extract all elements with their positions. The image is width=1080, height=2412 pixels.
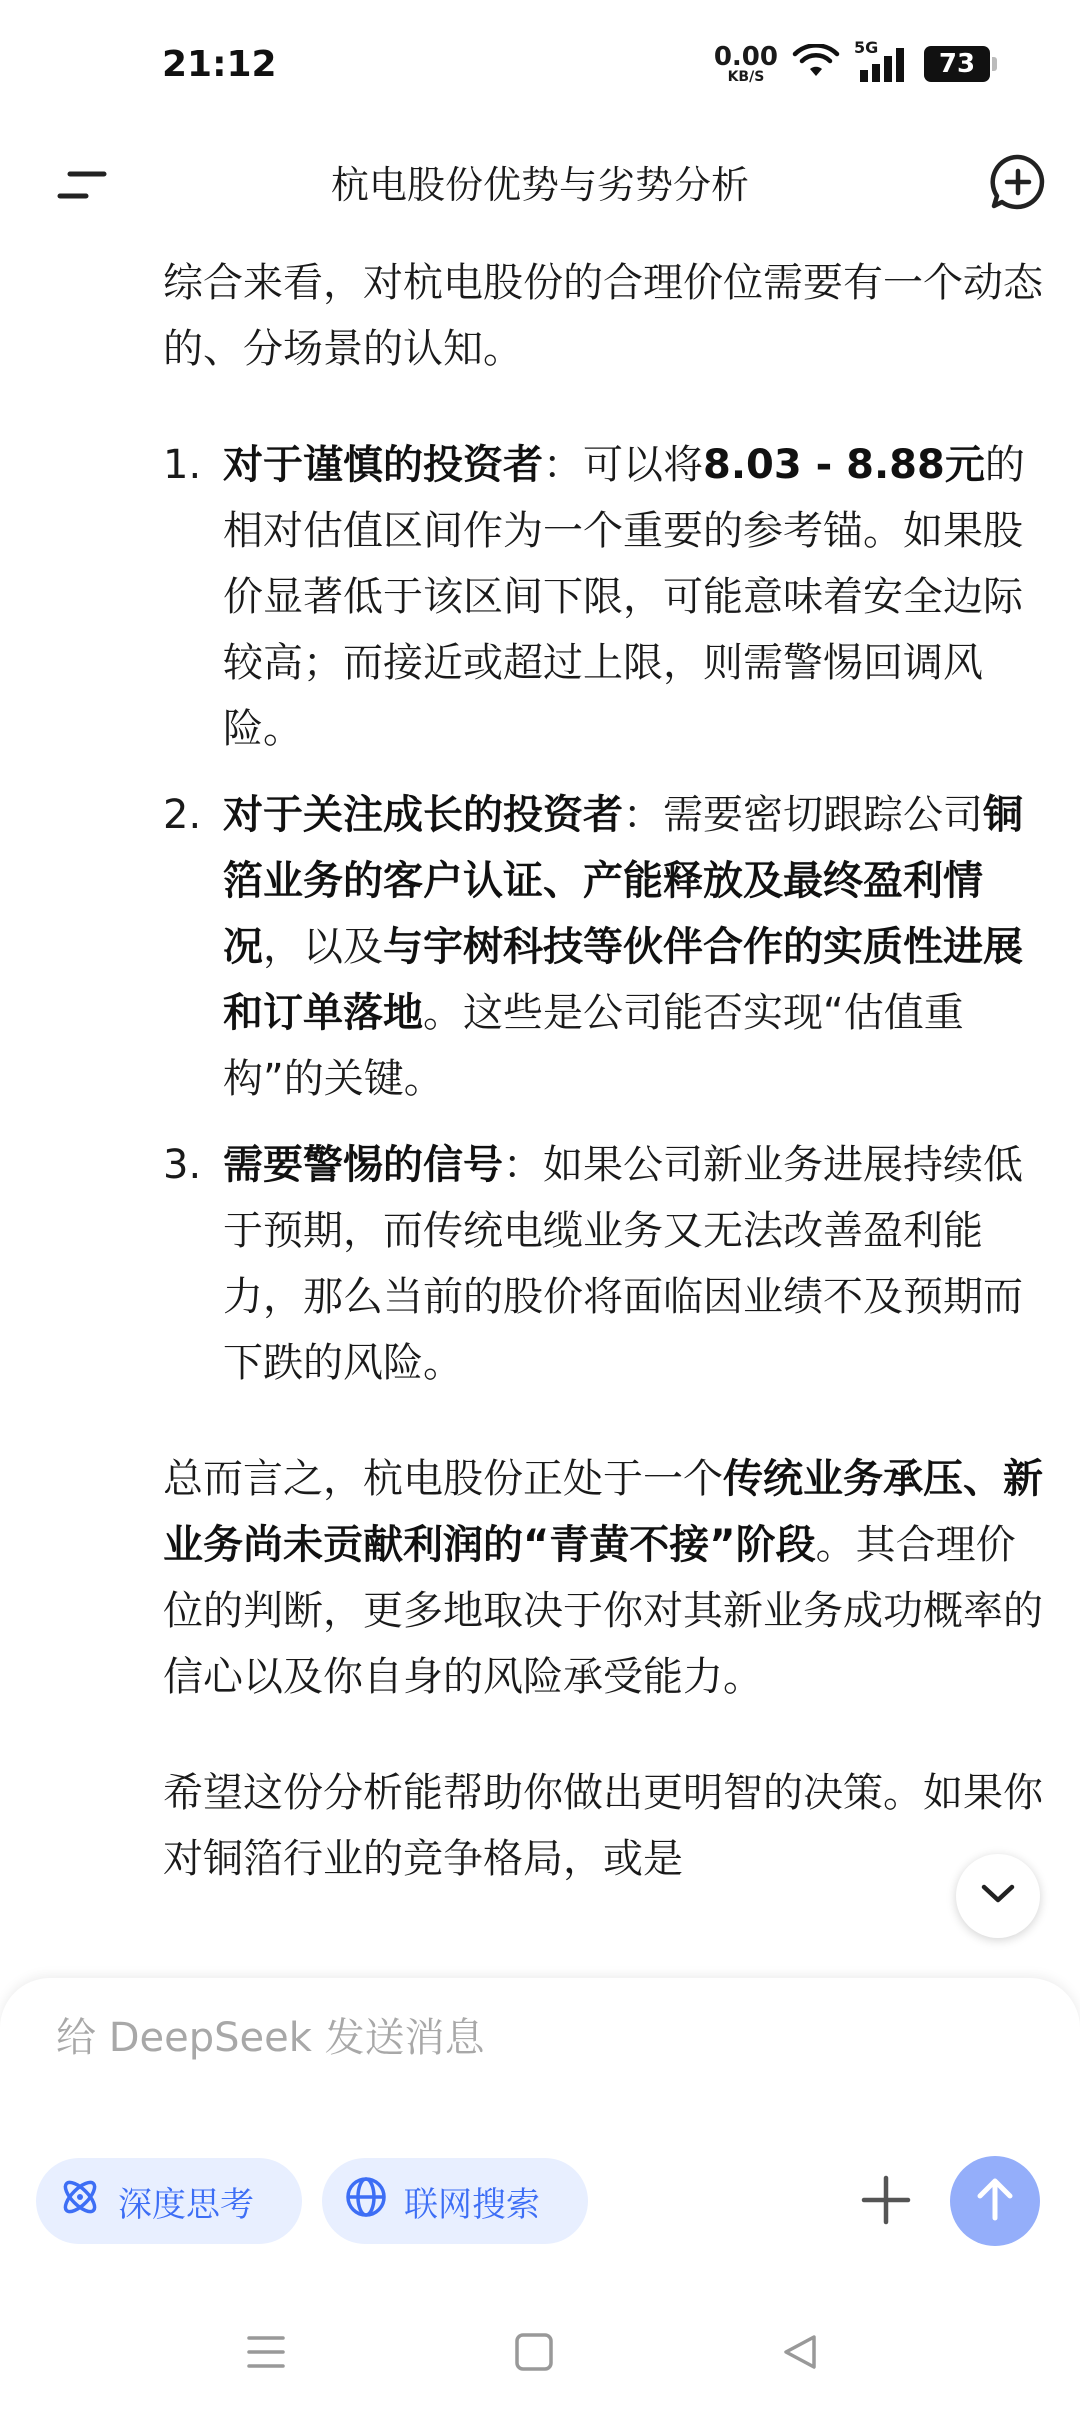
web-search-label: 联网搜索	[404, 2184, 540, 2225]
recent-apps-button[interactable]	[236, 2324, 296, 2384]
arrow-up-icon	[973, 2176, 1017, 2226]
message-input[interactable]: 给 DeepSeek 发送消息	[56, 2015, 485, 2061]
home-icon	[514, 2332, 554, 2376]
list-item-body	[223, 442, 1025, 752]
back-button[interactable]	[770, 2324, 830, 2384]
body-text: 。其合理价位的判断，更多地取决于你对其新业务成功概率的信心以及你自身的风险承受能力。	[163, 1522, 1043, 1700]
new-chat-button[interactable]	[986, 152, 1050, 216]
list-number: 1.	[163, 442, 202, 488]
body-text: 。这些是公司能否实现“估值重构”的关键。	[223, 990, 964, 1102]
network-speed	[714, 44, 778, 84]
list-item	[163, 432, 1043, 762]
list-item	[163, 1132, 1043, 1396]
body-text: ：可以将	[543, 442, 703, 488]
menu-button[interactable]	[52, 158, 112, 218]
web-search-button[interactable]	[322, 2158, 588, 2244]
emphasis-text: 8.03 - 8.88元	[703, 442, 985, 488]
menu-icon	[56, 166, 108, 210]
top-bar	[0, 140, 1080, 260]
new-chat-icon	[988, 152, 1048, 216]
emphasis-text: 对于谨慎的投资者	[223, 442, 543, 488]
signal-label: 5G	[854, 38, 879, 57]
status-icons	[713, 38, 990, 85]
emphasis-text: 传统业务承压、新业务尚未贡献利润的“青黄不接”阶段	[163, 1456, 1043, 1568]
emphasis-text: 与宇树科技等伙伴合作的实质性进展和订单落地	[223, 924, 1023, 1036]
emphasis-text: 需要警惕的信号	[223, 1142, 503, 1188]
atom-icon	[58, 2175, 102, 2228]
message-closing: 希望这份分析能帮助你做出更明智的决策。如果你对铜箔行业的竞争格局，或是	[163, 1770, 1043, 1882]
send-button[interactable]	[950, 2156, 1040, 2246]
back-icon	[780, 2332, 820, 2376]
list-item	[163, 782, 1043, 1112]
scroll-to-bottom-button[interactable]	[956, 1854, 1040, 1938]
assistant-message	[163, 250, 1043, 1942]
page-title: 杭电股份优势与劣势分析	[330, 163, 749, 207]
message-summary	[163, 1446, 1043, 1710]
body-text: 总而言之，杭电股份正处于一个	[163, 1456, 723, 1502]
deep-think-button[interactable]	[36, 2158, 302, 2244]
home-button[interactable]	[504, 2324, 564, 2384]
battery-indicator: 73	[924, 46, 990, 82]
emphasis-text: 铜箔业务的客户认证、产能释放及最终盈利情况	[223, 792, 1023, 970]
deep-think-label: 深度思考	[118, 2184, 254, 2225]
list-number: 2.	[163, 792, 202, 838]
body-text: ：如果公司新业务进展持续低于预期，而传统电缆业务又无法改善盈利能力，那么当前的股价将面临因业绩不及预期而下跌的风险。	[223, 1142, 1023, 1386]
recent-apps-icon	[246, 2334, 286, 2374]
wifi-icon	[792, 44, 840, 84]
body-text: 的相对估值区间作为一个重要的参考锚。如果股价显著低于该区间下限，可能意味着安全边际较高；而接近或超过上限，则需警惕回调风险。	[223, 442, 1025, 752]
cellular-signal-icon	[854, 38, 910, 84]
attach-button[interactable]	[856, 2172, 916, 2232]
message-intro: 综合来看，对杭电股份的合理价位需要有一个动态的、分场景的认知。	[163, 260, 1043, 372]
chevron-down-icon	[980, 1883, 1016, 1909]
emphasis-text: 对于关注成长的投资者	[223, 792, 623, 838]
message-list	[163, 432, 1043, 1396]
list-number: 3.	[163, 1142, 202, 1188]
network-speed-unit: KB/S	[727, 69, 765, 85]
body-text: ，以及	[263, 924, 383, 970]
status-bar	[0, 0, 1080, 140]
plus-icon	[860, 2174, 912, 2230]
system-nav-bar	[0, 2300, 1080, 2412]
globe-icon	[344, 2175, 388, 2228]
network-speed-value: 0.00	[713, 42, 778, 72]
list-item-body	[223, 1142, 1023, 1386]
status-time: 21:12	[162, 44, 277, 85]
body-text: ：需要密切跟踪公司	[623, 792, 983, 838]
list-item-body	[223, 792, 1023, 1102]
